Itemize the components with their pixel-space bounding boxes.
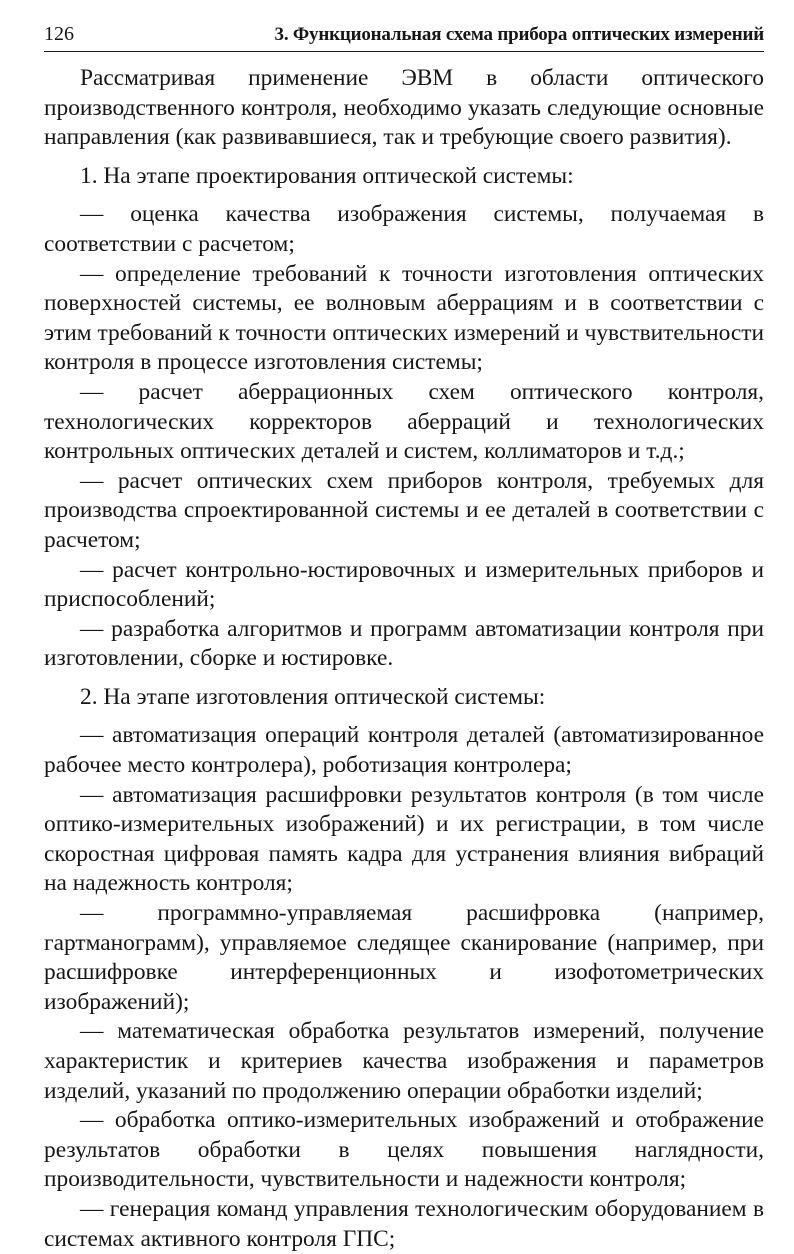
section-1-item: — расчет аберрационных схем оптического контроля, технологических корректоров аберраций и технологических контрольных оптических деталей и систем, коллиматоров и т.д.; [44,378,764,465]
section-1-item: — расчет оптических схем приборов контроля, требуемых для производства спроектированной системы и ее деталей в соответствии с расчетом; [44,467,764,553]
body-text [44,64,764,1254]
section-2-item: — автоматизация расшифровки результатов контроля (в том числе оптико-измерительных изображений) и их регистрации, в том числе скоростная цифровая память кадра для устранения влияния вибраций на надежность контроля; [44,781,764,897]
section-2-title: 2. На этапе изготовления оптической системы: [80,683,546,710]
section-1-title: 1. На этапе проектирования оптической системы: [80,162,574,189]
page-number: 126 [44,23,74,45]
section-1-item: — определение требований к точности изготовления оптических поверхностей системы, ее волновым аберрациям и в соответствии с этим требований к точности оптических измерений и чувствительности контроля в процессе изготовления системы; [44,260,764,376]
section-1-item: — разработка алгоритмов и программ автоматизации контроля при изготовлении, сборке и юстировке. [44,615,764,672]
intro-paragraph: Рассматривая применение ЭВМ в области оптического производственного контроля, необходимо указать следующие основные направления (как развивавшиеся, так и требующие своего развития). [44,65,764,151]
section-2-item: — программно-управляемая расшифровка (например, гартманограмм), управляемое следящее сканирование (например, при расшифровке интерференционных и изофотометрических изображений); [44,900,764,1015]
chapter-title: 3. Функциональная схема прибора оптических измерений [274,24,764,45]
section-2-item: — математическая обработка результатов измерений, получение характеристик и критериев качества изображения и параметров изделий, указаний по продолжению операции обработки изделий; [44,1018,764,1104]
book-page [44,22,764,1254]
section-2-item: — автоматизация операций контроля деталей (автоматизированное рабочее место контролера), роботизация контролера; [44,722,764,779]
section-2-item: — генерация команд управления технологическим оборудованием в системах активного контроля ГПС; [44,1195,764,1252]
section-1-item: — оценка качества изображения системы, получаемая в соответствии с расчетом; [44,201,764,257]
running-header [44,22,764,52]
section-2-item: — обработка оптико-измерительных изображений и отображение результатов обработки в целях повышения наглядности, производительности, чувствительности и надежности контроля; [44,1107,764,1193]
section-1-item: — расчет контрольно-юстировочных и измерительных приборов и приспособлений; [44,556,764,613]
